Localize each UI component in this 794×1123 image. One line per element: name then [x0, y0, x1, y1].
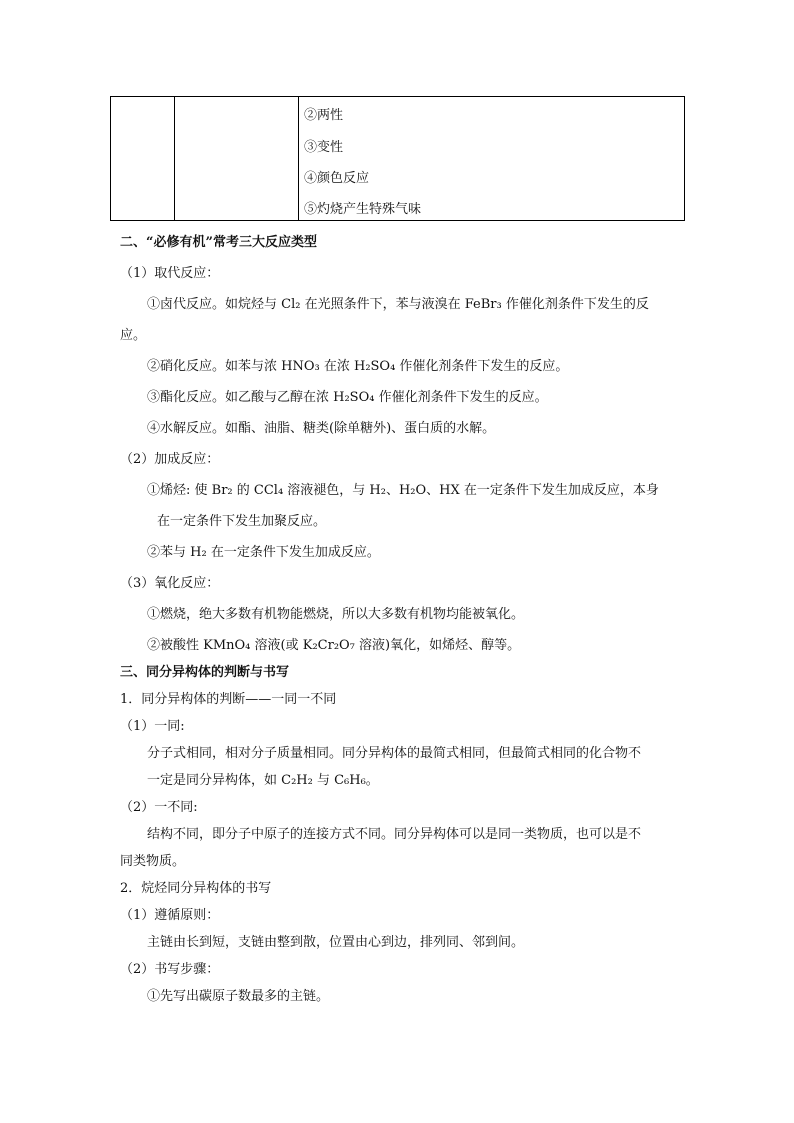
paragraph: ①烯烃: 使 Br₂ 的 CCl₄ 溶液褪色，与 H₂、H₂O、HX 在一定条件下发生加成反应，本身 — [147, 483, 659, 498]
subsection-title: （1）一同: — [120, 719, 185, 734]
item-title: 1．同分异构体的判断——一同一不同 — [120, 692, 337, 707]
paragraph: 应。 — [120, 328, 147, 343]
subsection-title: （2）一不同: — [120, 800, 198, 815]
table-row: ②两性 — [304, 108, 344, 123]
subsection-title: （1）取代反应： — [120, 266, 220, 281]
paragraph: ①先写出碳原子数最多的主链。 — [147, 989, 330, 1004]
paragraph: ③酯化反应。如乙酸与乙醇在浓 H₂SO₄ 作催化剂条件下发生的反应。 — [147, 390, 548, 405]
subsection-title: （2）书写步骤： — [120, 962, 220, 977]
paragraph: ②苯与 H₂ 在一定条件下发生加成反应。 — [147, 545, 380, 560]
table-row: ④颜色反应 — [304, 171, 370, 186]
paragraph: 同类物质。 — [120, 854, 186, 869]
subsection-title: （1）遵循原则： — [120, 908, 220, 923]
subsection-title: （3）氧化反应： — [120, 576, 220, 591]
paragraph: 结构不同，即分子中原子的连接方式不同。同分异构体可以是同一类物质，也可以是不 — [147, 827, 642, 842]
paragraph: ②硝化反应。如苯与浓 HNO₃ 在浓 H₂SO₄ 作催化剂条件下发生的反应。 — [147, 359, 569, 374]
table-row: ⑤灼烧产生特殊气味 — [304, 202, 422, 217]
paragraph: 分子式相同，相对分子质量相同。同分异构体的最简式相同，但最简式相同的化合物不 — [147, 746, 642, 761]
paragraph: ①燃烧，绝大多数有机物能燃烧，所以大多数有机物均能被氧化。 — [147, 607, 525, 622]
paragraph: ②被酸性 KMnO₄ 溶液(或 K₂Cr₂O₇ 溶液)氧化，如烯烃、醇等。 — [147, 638, 521, 653]
paragraph: ④水解反应。如酯、油脂、糖类(除单糖外)、蛋白质的水解。 — [147, 421, 496, 436]
section-heading: 二、“必修有机”常考三大反应类型 — [120, 235, 317, 250]
table-cell-substance — [175, 97, 299, 221]
paragraph: 一定是同分异构体，如 C₂H₂ 与 C₆H₆。 — [147, 773, 379, 788]
paragraph: 主链由长到短，支链由整到散，位置由心到边，排列同、邻到间。 — [147, 935, 525, 950]
paragraph: ①卤代反应。如烷烃与 Cl₂ 在光照条件下，苯与液溴在 FeBr₃ 作催化剂条件下发生的反 — [147, 297, 649, 312]
subsection-title: （2）加成反应： — [120, 452, 220, 467]
paragraph: 在一定条件下发生加聚反应。 — [157, 514, 327, 529]
item-title: 2．烷烃同分异构体的书写 — [120, 881, 272, 896]
table-cell-category — [111, 97, 175, 221]
section-heading: 三、同分异构体的判断与书写 — [120, 665, 290, 680]
table-row: ③变性 — [304, 140, 344, 155]
